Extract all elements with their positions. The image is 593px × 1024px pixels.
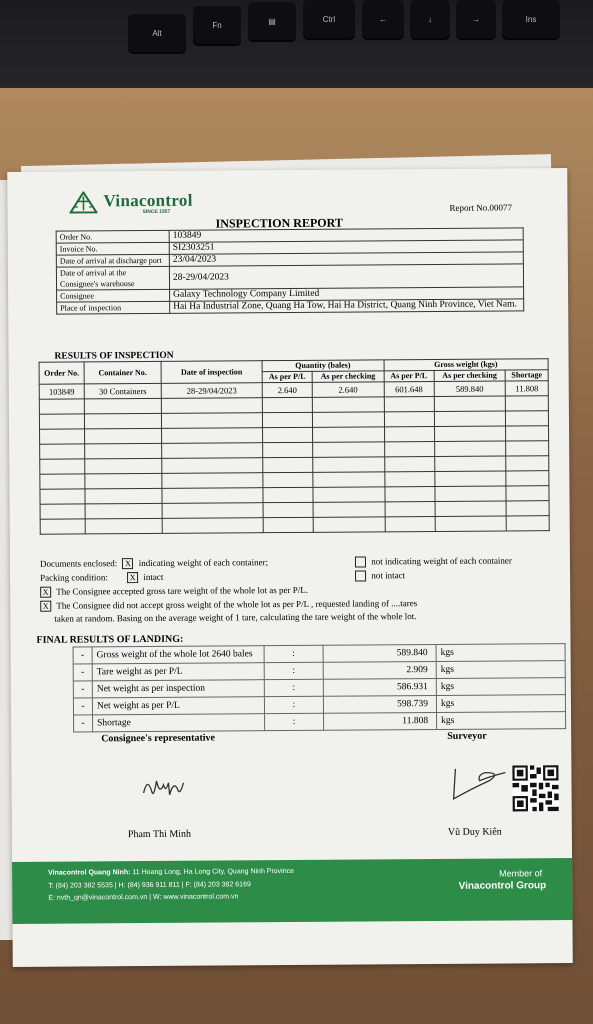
documents-checkbox-checked: X xyxy=(122,559,133,570)
col-gross-check: As per checking xyxy=(434,370,506,381)
documents-row xyxy=(40,557,268,570)
info-label: Order No. xyxy=(56,230,169,243)
row-colon: : xyxy=(264,696,323,713)
not-accepted-text: The Consignee did not accept gross weight of the whole lot as per P/L , requested landing of ....tares xyxy=(56,598,418,611)
packing-option-no: not intact xyxy=(371,570,406,581)
vinacontrol-logo xyxy=(69,191,192,214)
not-accepted-text-cont: taken at random. Basing on the average weight of 1 tare, calculating the tare weight of the whole lot. xyxy=(54,611,417,624)
final-value: 586.931 xyxy=(323,678,436,696)
row-dash: - xyxy=(73,647,92,664)
packing-checkbox-empty xyxy=(355,571,366,582)
row-dash: - xyxy=(73,681,92,698)
documents-option-no: not indicating weight of each container xyxy=(371,555,512,567)
consignee-signature xyxy=(139,771,189,805)
info-row xyxy=(56,264,523,290)
results-table xyxy=(39,358,550,535)
footer-contacts: E: nvth_qn@vinacontrol.com.vn | W: www.vinacontrol.com.vn xyxy=(48,893,239,902)
final-unit: kgs xyxy=(436,644,565,662)
report-title: INSPECTION REPORT xyxy=(215,215,343,231)
final-value: 598.739 xyxy=(323,695,436,713)
key-alt: Alt xyxy=(128,14,186,52)
cell-qty-pl: 2.640 xyxy=(262,382,312,397)
footer-phones: T: (84) 203 382 5535 | H: (84) 936 911 811 | F: (84) 203 382 6169 xyxy=(48,881,251,890)
order-info-table xyxy=(56,227,525,314)
cell-qty-check: 2.640 xyxy=(312,382,384,397)
row-dash: - xyxy=(73,664,92,681)
documents-row-alt xyxy=(352,555,512,568)
surveyor-name: Vũ Duy Kiên xyxy=(447,826,502,838)
inspection-report-sheet xyxy=(7,168,573,967)
final-value: 2.909 xyxy=(323,661,436,679)
info-label: Invoice No. xyxy=(56,242,169,255)
info-row xyxy=(57,299,524,314)
logo-since: SINCE 1957 xyxy=(142,208,171,216)
col-container-no: Container No. xyxy=(84,361,161,384)
options-section xyxy=(39,555,560,624)
info-label: Date of arrival at the Consignee's warehouse xyxy=(56,266,169,290)
row-colon: : xyxy=(264,679,323,696)
key-menu xyxy=(248,2,296,40)
key-left: ← xyxy=(362,0,404,38)
key-fn: Fn xyxy=(193,6,241,44)
consignee-rep-label: Consignee's representative xyxy=(101,732,216,745)
col-gross-pl: As per P/L xyxy=(384,370,434,381)
cell-date: 28-29/04/2023 xyxy=(161,383,262,399)
documents-label: Documents enclosed: xyxy=(39,558,118,569)
packing-row xyxy=(40,572,163,584)
final-value: 11.808 xyxy=(324,712,437,730)
footer-branch: Vinacontrol Quang Ninh: xyxy=(48,869,131,877)
company-footer xyxy=(12,858,572,924)
keyboard xyxy=(0,0,593,88)
documents-checkbox-empty xyxy=(355,557,366,568)
footer-address xyxy=(48,868,294,877)
col-quantity: Quantity (bales) xyxy=(262,360,384,372)
not-accepted-checkbox: X xyxy=(40,601,51,612)
qr-code-icon xyxy=(511,765,559,811)
key-right: → xyxy=(456,0,496,38)
info-label: Place of inspection xyxy=(57,301,170,314)
col-date: Date of inspection xyxy=(161,361,262,384)
cell-container-no: 30 Containers xyxy=(84,383,161,399)
key-ins: Ins xyxy=(502,0,560,38)
final-results-table xyxy=(73,643,567,732)
empty-row xyxy=(40,516,549,535)
packing-option-yes: intact xyxy=(143,571,164,583)
row-colon: : xyxy=(264,662,323,679)
documents-option-yes: indicating weight of each container; xyxy=(138,557,269,569)
row-dash: - xyxy=(74,715,93,732)
final-value: 589.840 xyxy=(323,644,436,662)
report-number: Report No.00077 xyxy=(449,202,513,213)
info-value: Hai Ha Industrial Zone, Quang Ha Tow, Hai Ha District, Quang Ninh Province, Viet Nam. xyxy=(170,299,524,313)
row-colon: : xyxy=(265,713,324,730)
cell-order-no: 103849 xyxy=(39,384,84,399)
menu-key-icon: ▤ xyxy=(268,16,276,26)
info-label: Consignee xyxy=(57,289,170,302)
col-shortage: Shortage xyxy=(505,370,548,381)
final-unit: kgs xyxy=(437,712,566,730)
final-label: Tare weight as per P/L xyxy=(92,663,264,681)
footer-member-of: Member of xyxy=(499,868,543,879)
info-value: 23/04/2023 xyxy=(169,252,523,266)
logo-wordmark: Vinacontrol xyxy=(103,190,193,211)
cell-gross-pl: 601.648 xyxy=(384,381,434,396)
final-unit: kgs xyxy=(436,661,565,679)
packing-label: Packing condition: xyxy=(40,572,108,583)
row-colon: : xyxy=(264,645,323,662)
row-dash: - xyxy=(73,698,92,715)
scales-icon xyxy=(69,191,97,213)
col-gross-weight: Gross weight (kgs) xyxy=(384,359,549,371)
info-label: Date of arrival at discharge port xyxy=(56,254,169,267)
info-value: Galaxy Technology Company Limited xyxy=(170,287,524,301)
not-accepted-row-cont xyxy=(54,611,416,624)
results-title: RESULTS OF INSPECTION xyxy=(54,350,174,362)
packing-checkbox-checked: X xyxy=(127,572,138,583)
final-label: Gross weight of the whole lot 2640 bales xyxy=(92,646,264,664)
footer-group-name: Vinacontrol Group xyxy=(458,880,547,892)
final-unit: kgs xyxy=(436,695,565,713)
accepted-checkbox: X xyxy=(40,587,51,598)
not-accepted-row xyxy=(37,598,417,612)
info-value: 103849 xyxy=(169,228,523,242)
accepted-row xyxy=(37,585,308,598)
key-down: ↓ xyxy=(410,0,450,38)
cell-shortage: 11.808 xyxy=(505,381,548,396)
info-value: 28-29/04/2023 xyxy=(169,264,523,289)
final-results-title: FINAL RESULTS OF LANDING: xyxy=(36,633,184,646)
col-qty-pl: As per P/L xyxy=(262,371,312,382)
final-label: Net weight as per P/L xyxy=(92,697,264,715)
surveyor-signature xyxy=(449,762,509,802)
col-order-no: Order No. xyxy=(39,362,84,384)
consignee-name: Pham Thi Minh xyxy=(127,828,192,841)
final-unit: kgs xyxy=(436,678,565,696)
accepted-text: The Consignee accepted gross tare weight of the whole lot as per P/L. xyxy=(56,584,308,597)
packing-row-alt xyxy=(352,570,405,582)
final-label: Net weight as per inspection xyxy=(92,680,264,698)
info-value: SI2303251 xyxy=(169,240,523,254)
final-label: Shortage xyxy=(93,714,265,732)
surveyor-label: Surveyor xyxy=(447,730,487,742)
final-row xyxy=(74,712,566,732)
footer-address-text: 11 Hoang Long, Ha Long City, Quang Ninh Province xyxy=(130,867,295,877)
col-qty-check: As per checking xyxy=(312,371,384,382)
key-ctrl: Ctrl xyxy=(303,0,355,38)
cell-gross-check: 589.840 xyxy=(434,381,506,396)
